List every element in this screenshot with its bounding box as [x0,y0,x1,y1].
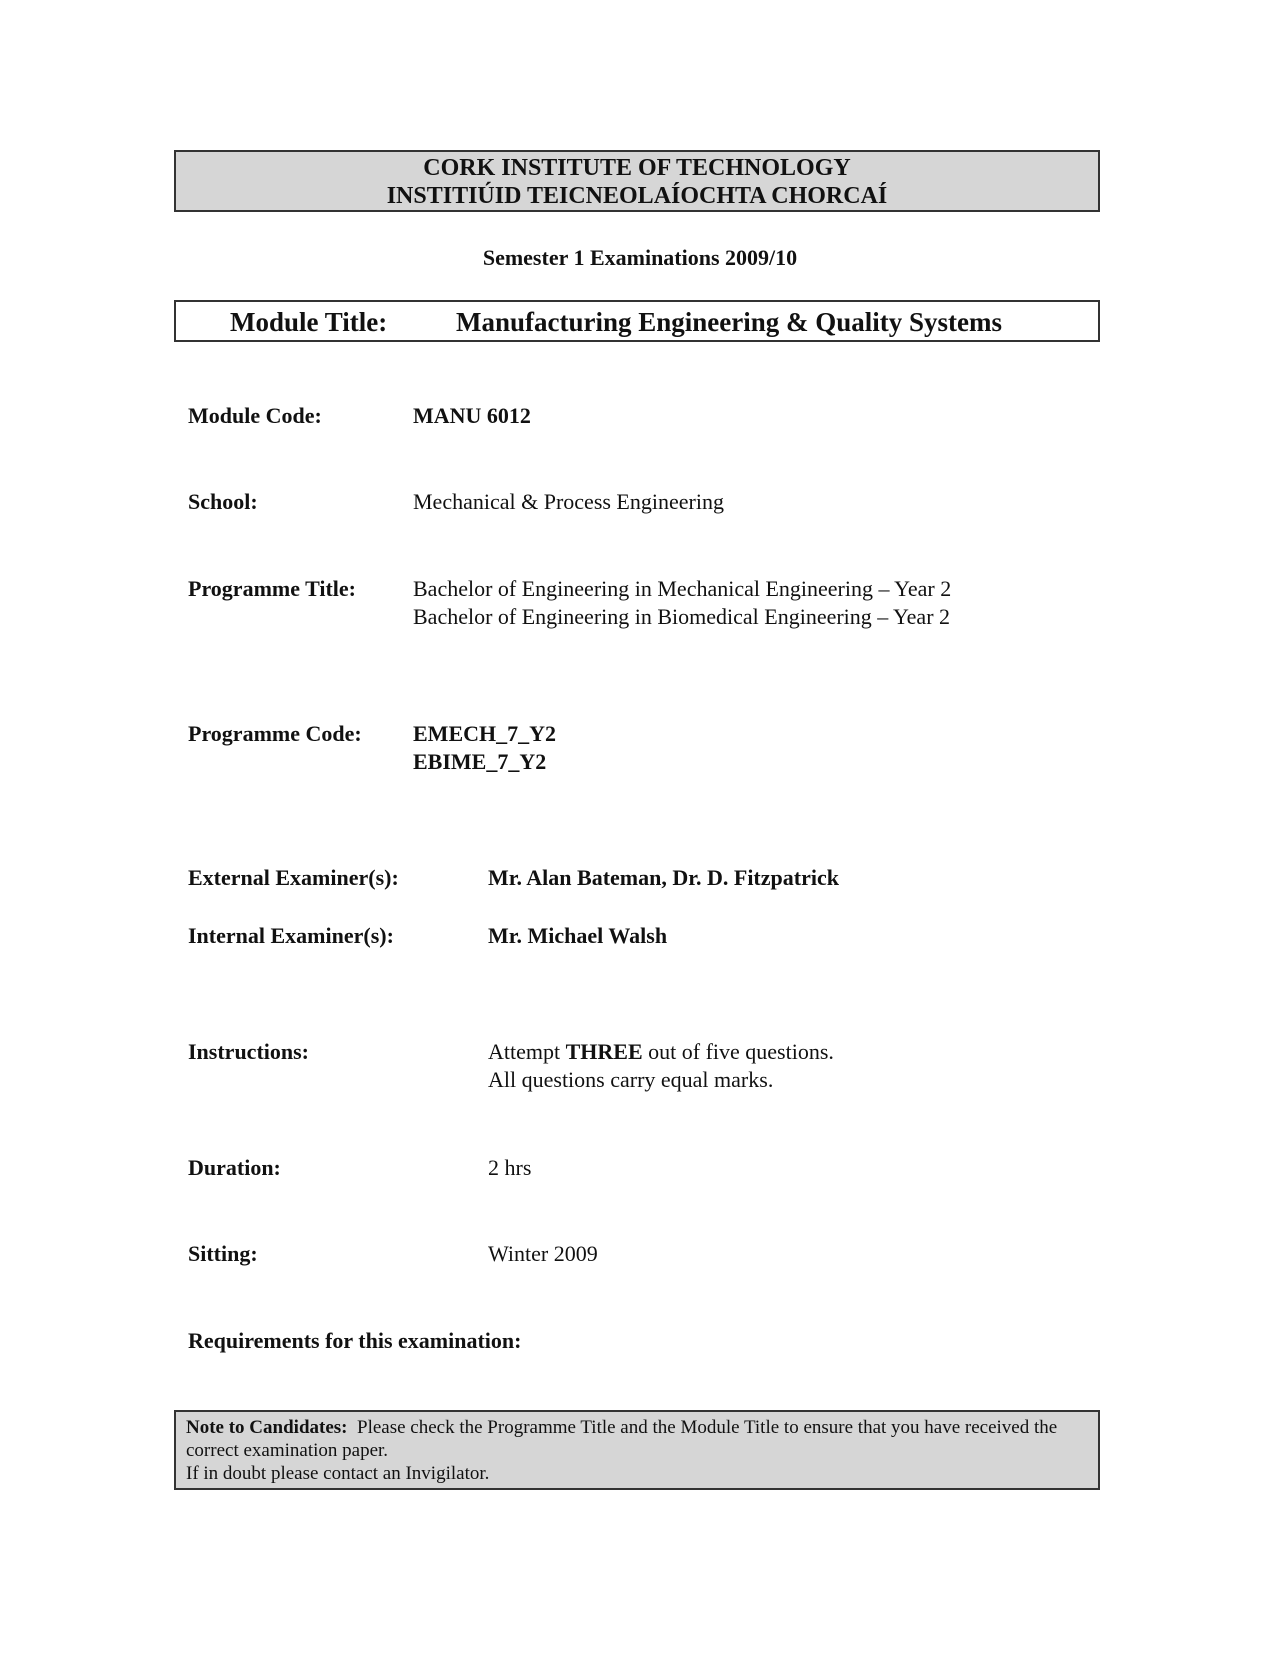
instructions-prefix: Attempt [488,1039,566,1064]
duration-value: 2 hrs [488,1155,532,1180]
sitting-value: Winter 2009 [488,1241,598,1266]
institution-name-en: CORK INSTITUTE OF TECHNOLOGY [423,155,851,181]
instructions-line-2: All questions carry equal marks. [488,1067,774,1092]
note-to-candidates [174,1410,1100,1490]
requirements-label: Requirements for this examination: [188,1328,522,1353]
instructions-emphasis: THREE [565,1039,643,1064]
module-title-box [174,300,1100,342]
programme-title-value [413,575,951,631]
internal-examiners-label: Internal Examiner(s): [188,923,394,948]
note-label: Note to Candidates: [186,1417,348,1438]
note-text-2: If in doubt please contact an Invigilator. [186,1463,490,1484]
module-code-label: Module Code: [188,403,322,428]
institution-header [174,150,1100,212]
external-examiners-value: Mr. Alan Bateman, Dr. D. Fitzpatrick [488,865,839,890]
semester-heading: Semester 1 Examinations 2009/10 [482,245,798,270]
module-code-value: MANU 6012 [413,403,531,428]
external-examiners-label: External Examiner(s): [188,865,399,890]
instructions-line-1 [488,1038,834,1066]
programme-code-line: EBIME_7_Y2 [413,749,547,774]
module-title-label: Module Title: [230,307,388,337]
institution-name-ga: INSTITIÚID TEICNEOLAÍOCHTA CHORCAÍ [386,183,888,209]
instructions-value [488,1038,834,1094]
programme-code-value [413,720,556,776]
programme-title-line: Bachelor of Engineering in Mechanical Engineering – Year 2 [413,576,952,601]
school-label: School: [188,489,258,514]
note-text: Please check the Programme Title and the Module Title to ensure that you have received the correct examination paper. [186,1417,1062,1461]
programme-title-line: Bachelor of Engineering in Biomedical Engineering – Year 2 [413,604,951,629]
programme-code-label: Programme Code: [188,721,362,746]
school-value: Mechanical & Process Engineering [413,489,724,514]
programme-code-line: EMECH_7_Y2 [413,721,556,746]
duration-label: Duration: [188,1155,281,1180]
note-paragraph [186,1416,1088,1462]
sitting-label: Sitting: [188,1241,258,1266]
instructions-suffix: out of five questions. [642,1039,834,1064]
module-title-value: Manufacturing Engineering & Quality Systems [456,307,1003,337]
programme-title-label: Programme Title: [188,576,357,601]
internal-examiners-value: Mr. Michael Walsh [488,923,668,948]
instructions-label: Instructions: [188,1039,310,1064]
